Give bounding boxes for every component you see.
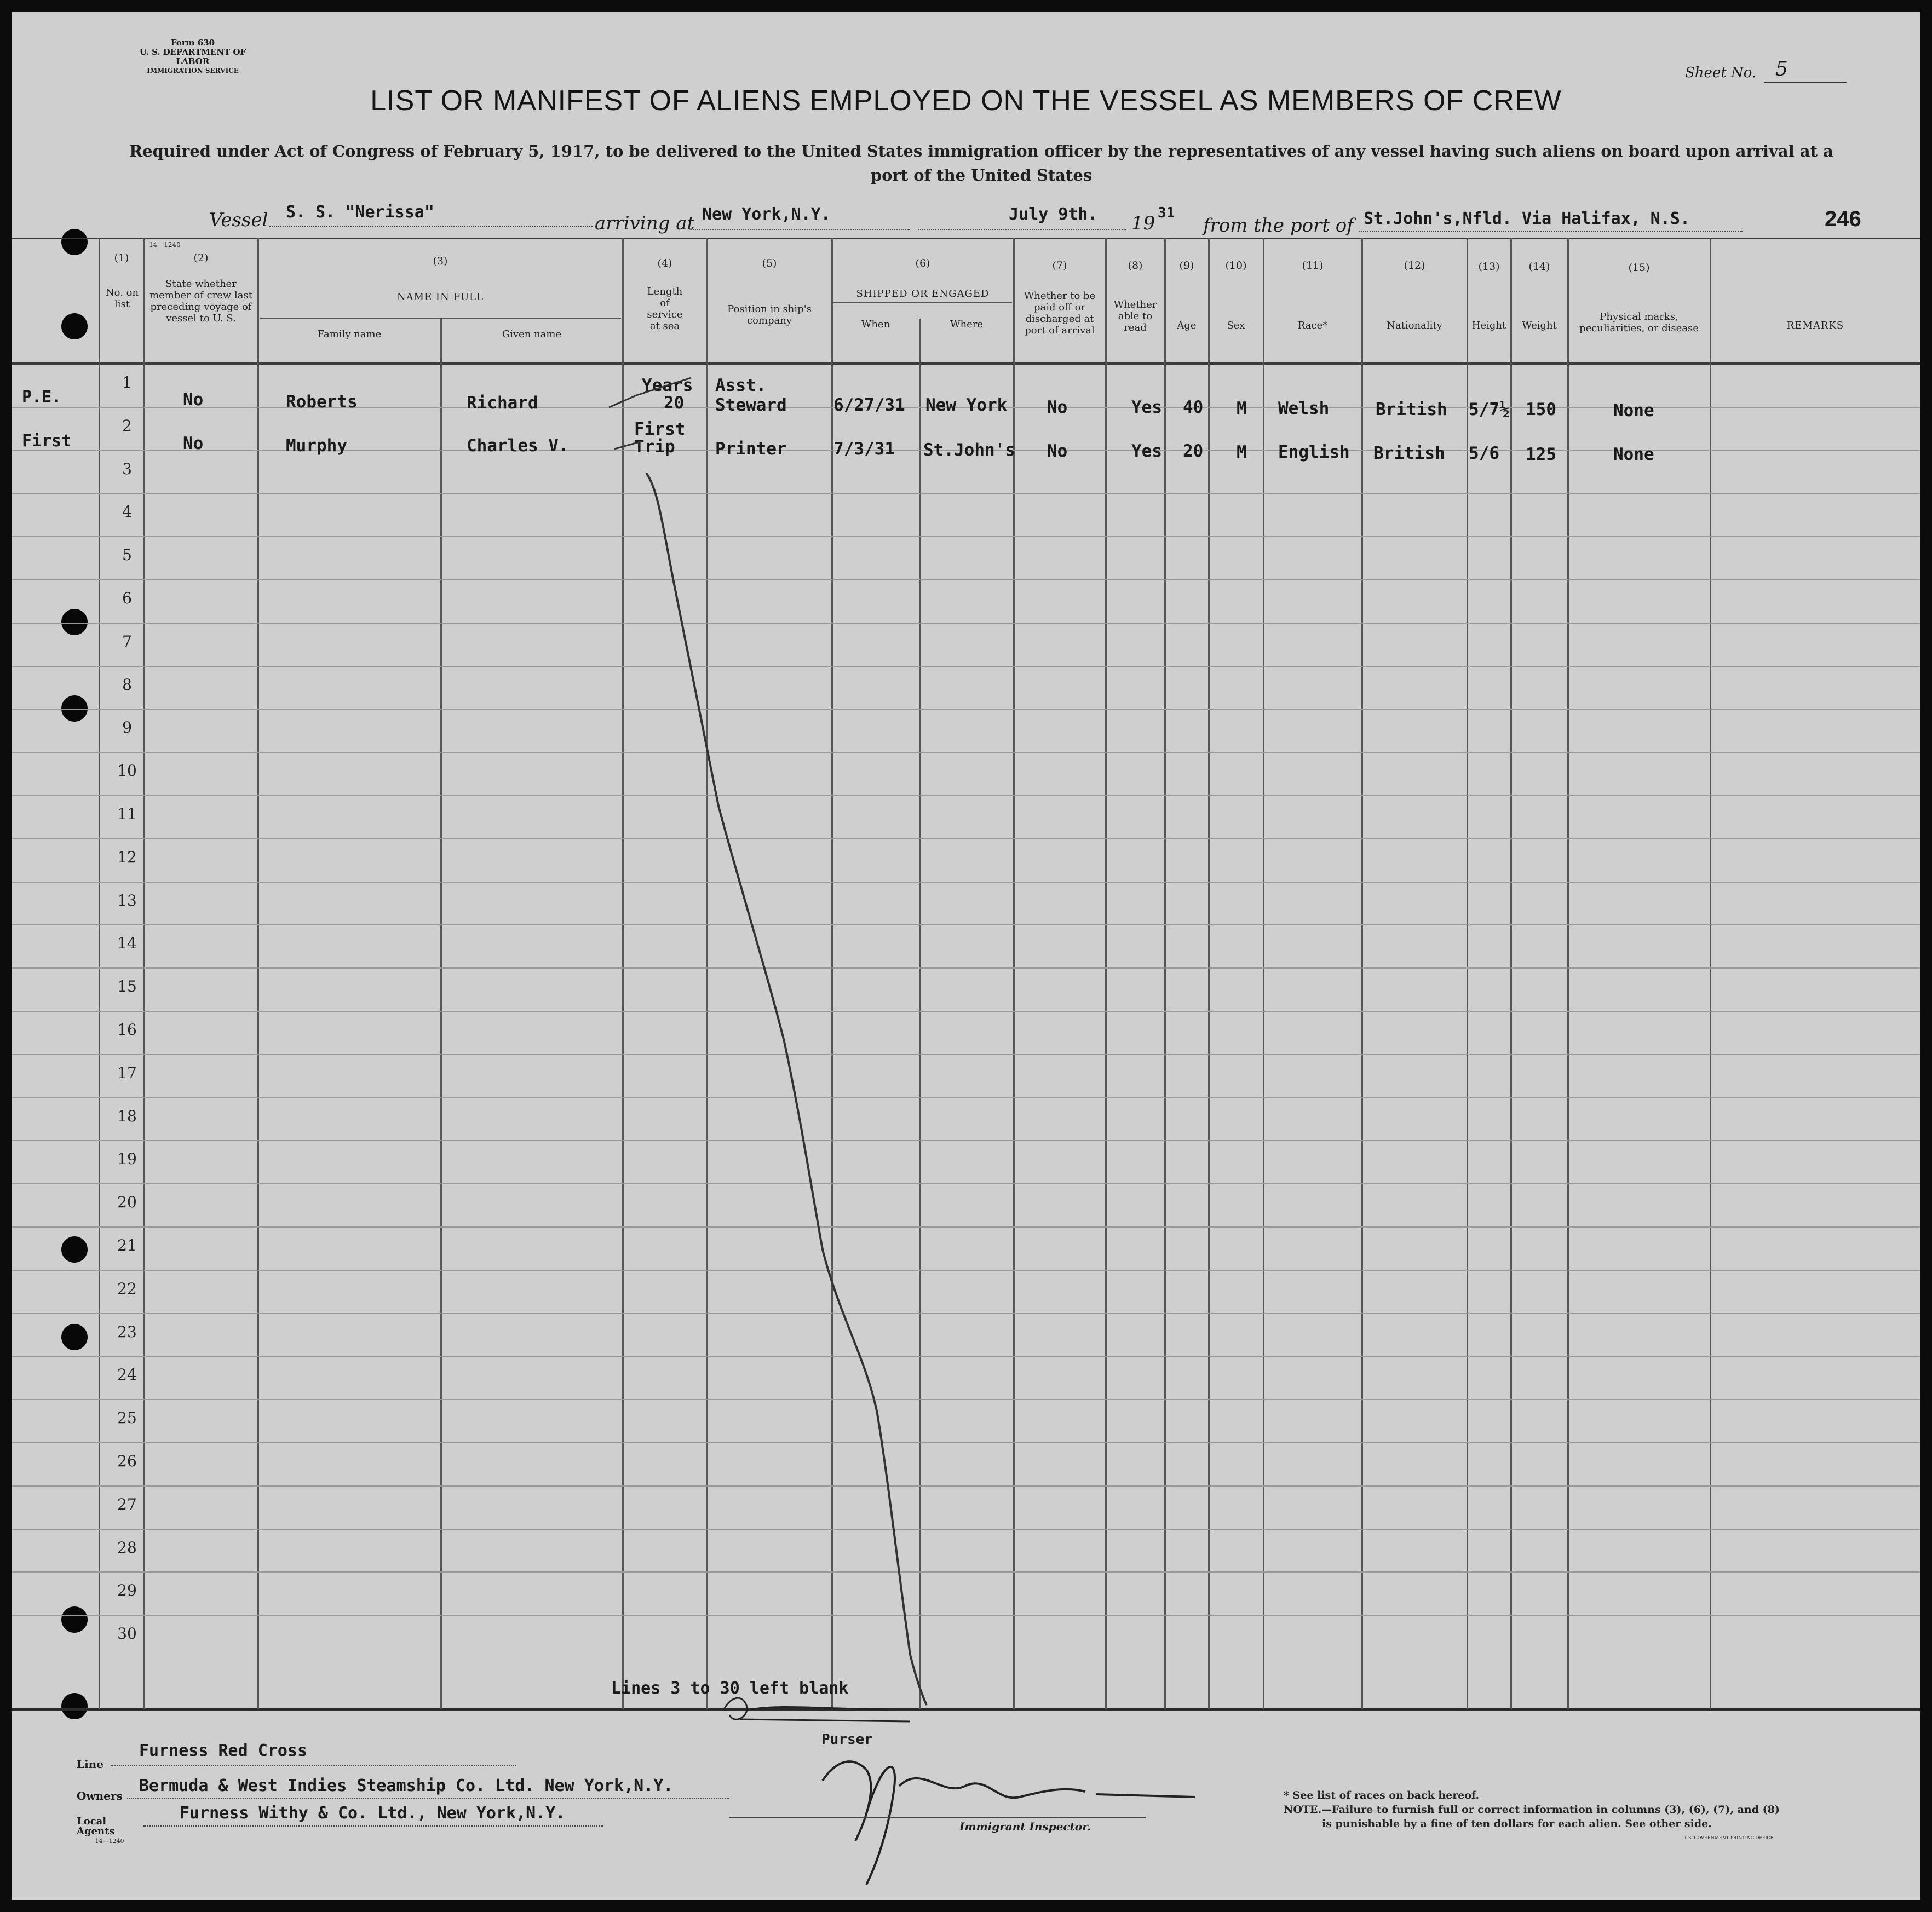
purser-label: Purser xyxy=(821,1731,873,1748)
position-top: Asst. xyxy=(715,376,767,395)
col-9-number: (9) xyxy=(1179,260,1194,272)
shipped-where-cell: St.John's xyxy=(923,440,1015,460)
local-agents: Furness Withy & Co. Ltd., New York,N.Y. xyxy=(180,1804,566,1823)
row-number: 10 xyxy=(117,762,137,780)
sex-cell: M xyxy=(1237,399,1247,418)
form-number: Form 630 xyxy=(170,38,215,48)
paid-off-cell: No xyxy=(1047,441,1068,461)
owners: Bermuda & West Indies Steamship Co. Ltd. New York,N.Y. xyxy=(139,1776,674,1795)
row-number: 22 xyxy=(117,1280,137,1298)
row-number: 13 xyxy=(117,891,137,909)
shipped-when-subheader: When xyxy=(861,319,890,330)
tick-mark xyxy=(614,441,642,449)
race-cell: Welsh xyxy=(1278,399,1330,418)
manifest-sheet xyxy=(12,12,1920,1900)
row-number: 5 xyxy=(122,546,132,564)
col-7-header: Whether to be paid off or discharged at port of arrival xyxy=(1024,290,1096,336)
row-number: 6 xyxy=(122,589,132,607)
age-cell: 20 xyxy=(1183,441,1204,461)
shipped-when-cell: 7/3/31 xyxy=(833,439,895,459)
col-3-header: NAME IN FULL xyxy=(396,291,484,303)
row-number: 11 xyxy=(117,805,137,823)
row-number: 14 xyxy=(117,934,137,952)
row-number: 9 xyxy=(122,718,132,736)
owners-field-line xyxy=(127,1798,729,1799)
row-number: 28 xyxy=(117,1539,137,1557)
row-number: 30 xyxy=(117,1625,137,1643)
position-bottom: Steward xyxy=(715,395,787,415)
sheet-label: Sheet No. xyxy=(1685,65,1757,81)
line-field-line xyxy=(111,1765,516,1766)
col-7-number: (7) xyxy=(1052,260,1067,272)
shipped-when-cell: 6/27/31 xyxy=(833,395,905,415)
row-number: 15 xyxy=(117,977,137,995)
col-5-number: (5) xyxy=(762,257,777,269)
margin-note: P.E. xyxy=(22,388,62,407)
col-14-number: (14) xyxy=(1528,261,1550,273)
service-length-top: Years xyxy=(642,376,693,395)
blank-lines-note: Lines 3 to 30 left blank xyxy=(611,1679,849,1698)
year-suffix: 31 xyxy=(1158,205,1175,221)
agents-label-block xyxy=(77,1817,142,1846)
row-number: 25 xyxy=(117,1409,137,1427)
subtitle-line-1: Required under Act of Congress of February 5, 1917, to be delivered to the United States immigration officer by the representatives of any vessel having such aliens on board upon arrival at a xyxy=(129,142,1833,160)
col-4-number: (4) xyxy=(657,257,672,269)
shipped-where-cell: New York xyxy=(925,395,1008,415)
line-label: Line xyxy=(77,1758,104,1771)
col-15-header: Physical marks, peculiarities, or disease xyxy=(1579,311,1699,334)
tick-mark xyxy=(609,378,691,407)
col-14-header: Weight xyxy=(1522,320,1557,331)
sex-cell: M xyxy=(1237,442,1247,462)
given-name-subheader: Given name xyxy=(502,329,562,340)
col-2-number: (2) xyxy=(193,252,209,264)
shipped-where-subheader: Where xyxy=(950,319,983,330)
vessel-label: Vessel xyxy=(209,209,268,231)
strike-line xyxy=(646,473,927,1705)
arriving-label: arriving at xyxy=(595,212,695,234)
from-port: St.John's,Nfld. Via Halifax, N.S. xyxy=(1364,209,1691,228)
col-11-header: Race* xyxy=(1297,320,1328,331)
row-number: 3 xyxy=(122,460,132,478)
row-number: 24 xyxy=(117,1366,137,1384)
printing-office-credit: U. S. GOVERNMENT PRINTING OFFICE xyxy=(1682,1835,1774,1840)
col-13-number: (13) xyxy=(1478,261,1500,273)
inspector-field-line xyxy=(729,1817,1146,1818)
vessel-name: S. S. "Nerissa" xyxy=(286,203,434,222)
able-to-read-cell: Yes xyxy=(1131,398,1162,417)
row-number: 29 xyxy=(117,1581,137,1599)
service-length-bottom: 20 xyxy=(664,393,685,413)
page-title: LIST OR MANIFEST OF ALIENS EMPLOYED ON THE VESSEL AS MEMBERS OF CREW xyxy=(370,85,1562,117)
handwriting-layer xyxy=(12,12,1920,1900)
arriving-port: New York,N.Y. xyxy=(702,205,831,224)
owners-label: Owners xyxy=(77,1789,123,1802)
row-number: 1 xyxy=(122,373,132,391)
weight-cell: 150 xyxy=(1526,400,1556,419)
fine-note-1: NOTE.—Failure to furnish full or correct information in columns (3), (6), (7), and (8) xyxy=(1284,1804,1780,1816)
steamship-line: Furness Red Cross xyxy=(139,1741,308,1760)
service-name: IMMIGRATION SERVICE xyxy=(147,67,239,74)
physical-marks-cell: None xyxy=(1613,445,1654,464)
row-number: 4 xyxy=(122,503,132,521)
row-number: 26 xyxy=(117,1452,137,1470)
col-8-header: Whether able to read xyxy=(1113,299,1157,333)
col-2-header: State whether member of crew last preceding voyage of vessel to U. S. xyxy=(150,278,252,324)
agents-label: Local Agents xyxy=(77,1816,115,1837)
height-cell: 5/6 xyxy=(1469,444,1499,463)
row-number: 2 xyxy=(122,417,132,435)
col-1-number: (1) xyxy=(114,252,129,264)
remarks-header: REMARKS xyxy=(1786,320,1844,331)
given-name-cell: Richard xyxy=(467,393,538,413)
col-6-header: SHIPPED OR ENGAGED xyxy=(856,288,990,300)
subtitle-line-2: port of the United States xyxy=(870,166,1092,185)
agents-field-line xyxy=(143,1825,603,1827)
height-cell: 5/7½ xyxy=(1469,400,1510,419)
nationality-cell: British xyxy=(1376,400,1447,419)
arrival-date: July 9th. xyxy=(1009,205,1098,224)
row-number: 20 xyxy=(117,1193,137,1211)
service-length-top: First xyxy=(634,419,686,439)
col-5-header: Position in ship's company xyxy=(727,303,812,326)
col-10-header: Sex xyxy=(1227,320,1245,331)
row-number: 8 xyxy=(122,676,132,694)
col-10-number: (10) xyxy=(1225,260,1247,272)
col-11-number: (11) xyxy=(1302,260,1324,272)
col-1-header: No. on list xyxy=(105,287,139,310)
row-number: 18 xyxy=(117,1107,137,1125)
family-name-cell: Roberts xyxy=(286,392,358,412)
last-voyage-cell: No xyxy=(183,390,204,410)
col-12-header: Nationality xyxy=(1387,320,1442,331)
col-6-number: (6) xyxy=(915,257,930,269)
row-number: 16 xyxy=(117,1021,137,1039)
department-name: U. S. DEPARTMENT OF LABOR xyxy=(139,47,246,66)
col-12-number: (12) xyxy=(1404,260,1425,272)
nationality-cell: British xyxy=(1373,444,1445,463)
row-number: 12 xyxy=(117,848,137,866)
service-length-bottom: Trip xyxy=(634,437,675,457)
able-to-read-cell: Yes xyxy=(1131,441,1162,461)
row-number: 21 xyxy=(117,1236,137,1254)
family-name-cell: Murphy xyxy=(286,436,347,456)
year-prefix: 19 xyxy=(1131,212,1155,234)
row-number: 7 xyxy=(122,632,132,650)
paid-off-cell: No xyxy=(1047,398,1068,417)
fine-note-2: is punishable by a fine of ten dollars for each alien. See other side. xyxy=(1322,1818,1712,1830)
col-3-number: (3) xyxy=(433,255,448,267)
age-cell: 40 xyxy=(1183,398,1204,417)
position-bottom: Printer xyxy=(715,439,787,459)
race-cell: English xyxy=(1278,442,1350,462)
row-number: 19 xyxy=(117,1150,137,1168)
col-4-header: Length of service at sea xyxy=(647,286,683,332)
agents-code: 14—1240 xyxy=(95,1838,124,1845)
weight-cell: 125 xyxy=(1526,445,1556,464)
given-name-cell: Charles V. xyxy=(467,436,569,456)
last-voyage-cell: No xyxy=(183,434,204,453)
row-number: 17 xyxy=(117,1064,137,1082)
inspector-label: Immigrant Inspector. xyxy=(959,1820,1091,1833)
form-code: 14—1240 xyxy=(149,241,181,249)
sheet-number: 5 xyxy=(1775,58,1788,80)
family-name-subheader: Family name xyxy=(317,329,382,340)
col-8-number: (8) xyxy=(1128,260,1143,272)
row-number: 27 xyxy=(117,1495,137,1513)
col-9-header: Age xyxy=(1177,320,1197,331)
col-13-header: Height xyxy=(1471,320,1507,331)
from-port-label: from the port of xyxy=(1203,215,1354,237)
margin-note: First xyxy=(22,431,72,451)
col-15-number: (15) xyxy=(1628,262,1650,274)
physical-marks-cell: None xyxy=(1613,401,1654,421)
row-number: 23 xyxy=(117,1323,137,1341)
stamp-number: 246 xyxy=(1825,207,1861,231)
purser-signature xyxy=(724,1698,910,1721)
races-note: * See list of races on back hereof. xyxy=(1284,1789,1480,1801)
footer-notes xyxy=(1284,1788,1780,1831)
